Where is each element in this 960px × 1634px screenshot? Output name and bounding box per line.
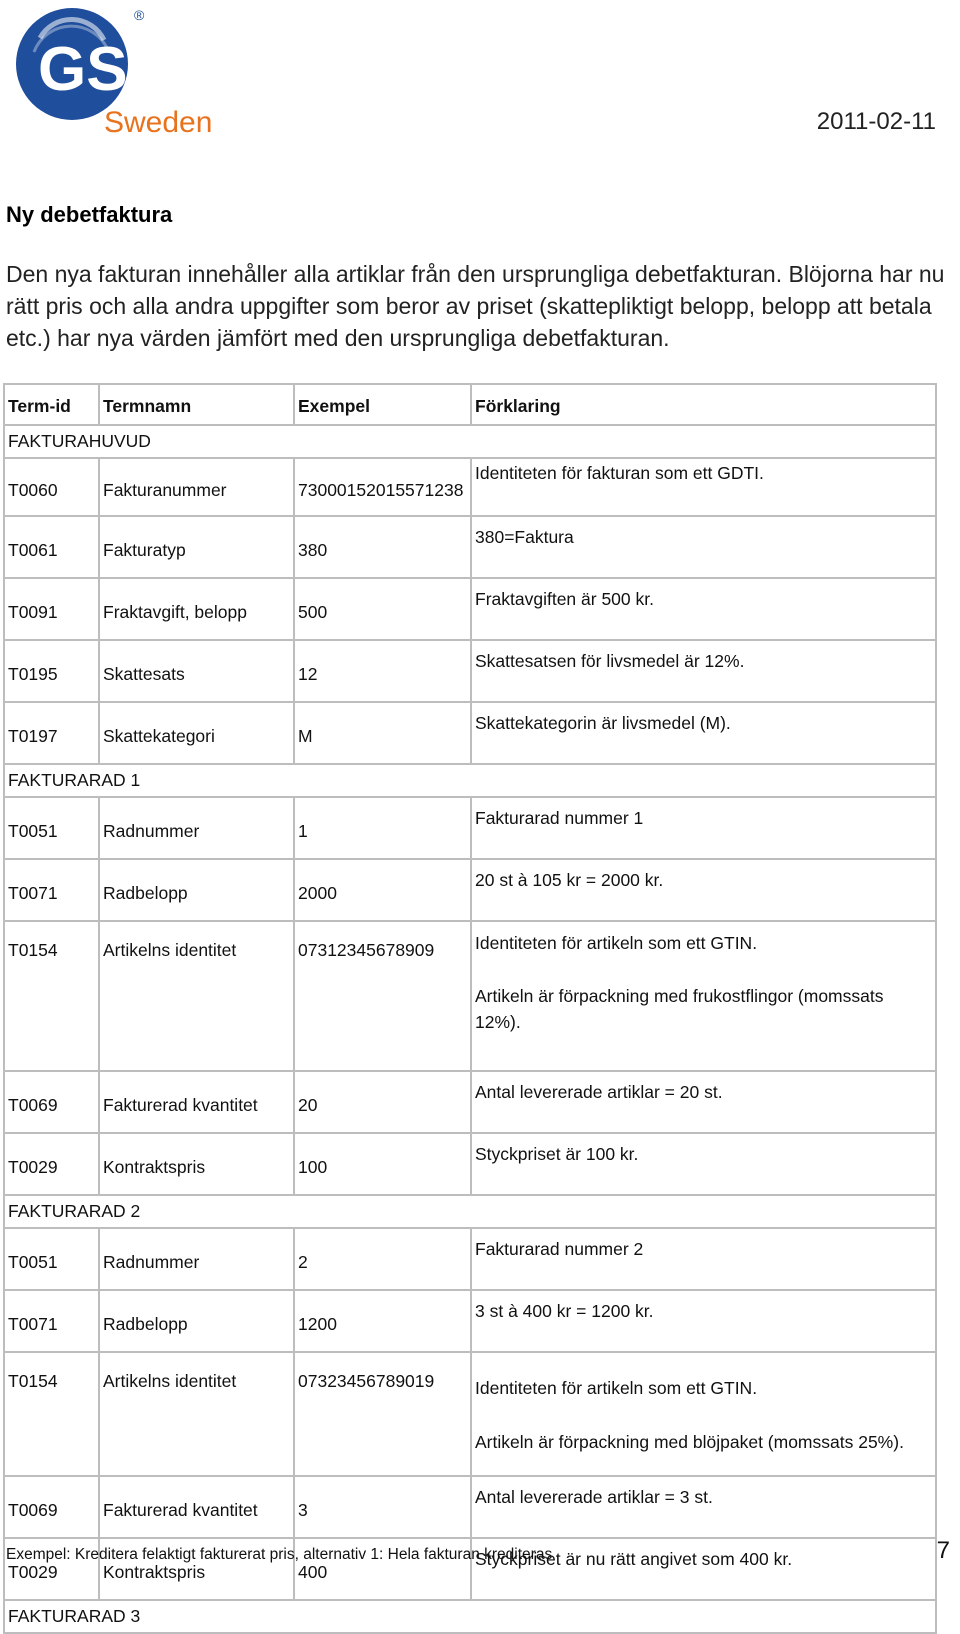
table-row — [4, 640, 936, 702]
cell-explanation — [471, 1352, 936, 1476]
cell-explanation: 20 st à 105 kr = 2000 kr. — [471, 859, 936, 921]
col-header-term-id: Term-id — [4, 384, 99, 425]
cell-example: 07323456789019 — [294, 1352, 471, 1476]
cell-explanation: Fraktavgiften är 500 kr. — [471, 578, 936, 640]
cell-term-name: Artikelns identitet — [99, 1352, 294, 1476]
cell-term-id: T0051 — [4, 1228, 99, 1290]
cell-term-id: T0197 — [4, 702, 99, 764]
section-row-fakturarad-3 — [4, 1600, 936, 1633]
cell-term-id: T0051 — [4, 797, 99, 859]
cell-term-id: T0061 — [4, 516, 99, 578]
section-row-fakturarad-2 — [4, 1195, 936, 1228]
cell-term-id: T0071 — [4, 1290, 99, 1352]
cell-term-id: T0071 — [4, 859, 99, 921]
cell-term-name: Kontraktspris — [99, 1133, 294, 1195]
cell-term-name: Radbelopp — [99, 859, 294, 921]
cell-example: 500 — [294, 578, 471, 640]
table-row — [4, 1228, 936, 1290]
cell-term-name: Fakturatyp — [99, 516, 294, 578]
table-row — [4, 458, 936, 516]
section-row-fakturahuvud — [4, 425, 936, 458]
cell-term-id: T0069 — [4, 1476, 99, 1538]
gs1-logo — [0, 0, 240, 140]
table-row — [4, 797, 936, 859]
cell-example: 07312345678909 — [294, 921, 471, 1071]
cell-explanation: 380=Faktura — [471, 516, 936, 578]
cell-example: 2000 — [294, 859, 471, 921]
cell-explanation: Fakturarad nummer 1 — [471, 797, 936, 859]
cell-example: 3 — [294, 1476, 471, 1538]
cell-term-name: Fakturerad kvantitet — [99, 1071, 294, 1133]
cell-term-id: T0154 — [4, 921, 99, 1071]
cell-term-name: Radnummer — [99, 1228, 294, 1290]
section-label: FAKTURARAD 2 — [4, 1195, 936, 1228]
cell-term-name: Fraktavgift, belopp — [99, 578, 294, 640]
explanation-line-extra: Artikeln är förpackning med blöjpaket (momssats 25%). — [475, 1432, 904, 1452]
table-row — [4, 859, 936, 921]
cell-term-id: T0029 — [4, 1538, 99, 1600]
cell-term-id: T0091 — [4, 578, 99, 640]
terms-table — [3, 383, 937, 1634]
cell-term-name: Radbelopp — [99, 1290, 294, 1352]
logo-sub: Sweden — [104, 106, 213, 139]
intro-paragraph: Den nya fakturan innehåller alla artiklar från den ursprungliga debetfakturan. Blöjorna har nu rätt pris och alla andra uppgifter som beror av priset (skattepliktigt belopp, belopp att betala etc.) har nya värden jämfört med den ursprungliga debetfakturan. — [6, 261, 945, 351]
table-row — [4, 516, 936, 578]
cell-example: 1200 — [294, 1290, 471, 1352]
footer-text: Exempel: Kreditera felaktigt fakturerat pris, alternativ 1: Hela fakturan krediteras — [6, 1546, 553, 1563]
explanation-spacer — [475, 956, 932, 983]
cell-explanation: Antal levererade artiklar = 3 st. — [471, 1476, 936, 1538]
table-row — [4, 1290, 936, 1352]
cell-example: 2 — [294, 1228, 471, 1290]
cell-example: 20 — [294, 1071, 471, 1133]
document-date: 2011-02-11 — [816, 108, 936, 135]
explanation-line-extra: Artikeln är förpackning med frukostflingor (momssats 12%). — [475, 986, 884, 1032]
explanation-line: Identiteten för artikeln som ett GTIN. — [475, 933, 758, 953]
table-row — [4, 1133, 936, 1195]
cell-term-name: Kontraktspris — [99, 1538, 294, 1600]
cell-example: 400 — [294, 1538, 471, 1600]
table-row — [4, 1071, 936, 1133]
cell-explanation: Styckpriset är 100 kr. — [471, 1133, 936, 1195]
cell-explanation: Skattesatsen för livsmedel är 12%. — [471, 640, 936, 702]
table-row — [4, 1352, 936, 1476]
cell-term-name: Fakturerad kvantitet — [99, 1476, 294, 1538]
section-label: FAKTURARAD 3 — [4, 1600, 936, 1633]
logo-registered-mark: ® — [134, 7, 145, 23]
table-row — [4, 702, 936, 764]
page-number: 7 — [936, 1537, 950, 1564]
cell-term-id: T0029 — [4, 1133, 99, 1195]
cell-term-name: Skattekategori — [99, 702, 294, 764]
cell-term-id: T0195 — [4, 640, 99, 702]
cell-term-name: Skattesats — [99, 640, 294, 702]
cell-term-name: Artikelns identitet — [99, 921, 294, 1071]
page-title: Ny debetfaktura — [6, 202, 173, 227]
cell-explanation: Identiteten för fakturan som ett GDTI. — [471, 458, 936, 516]
cell-explanation — [471, 921, 936, 1071]
cell-explanation: Antal levererade artiklar = 20 st. — [471, 1071, 936, 1133]
cell-term-name: Radnummer — [99, 797, 294, 859]
cell-term-id: T0060 — [4, 458, 99, 516]
cell-term-id: T0154 — [4, 1352, 99, 1476]
table-row — [4, 1476, 936, 1538]
cell-example: 12 — [294, 640, 471, 702]
col-header-explanation: Förklaring — [471, 384, 936, 425]
cell-example: 73000152015571238 — [294, 458, 471, 516]
logo-text: GS1 — [38, 35, 163, 104]
cell-example: 380 — [294, 516, 471, 578]
table-header-row — [4, 384, 936, 425]
explanation-line: Identiteten för artikeln som ett GTIN. — [475, 1378, 758, 1398]
section-label: FAKTURARAD 1 — [4, 764, 936, 797]
cell-example: 1 — [294, 797, 471, 859]
cell-example: M — [294, 702, 471, 764]
cell-explanation: Styckpriset är nu rätt angivet som 400 kr. — [471, 1538, 936, 1600]
cell-example: 100 — [294, 1133, 471, 1195]
cell-explanation: Fakturarad nummer 2 — [471, 1228, 936, 1290]
cell-explanation: 3 st à 400 kr = 1200 kr. — [471, 1290, 936, 1352]
cell-explanation: Skattekategorin är livsmedel (M). — [471, 702, 936, 764]
gs1-logo-mark — [0, 0, 240, 140]
cell-term-name: Fakturanummer — [99, 458, 294, 516]
col-header-example: Exempel — [294, 384, 471, 425]
table-row — [4, 921, 936, 1071]
section-row-fakturarad-1 — [4, 764, 936, 797]
table-row — [4, 578, 936, 640]
col-header-term-name: Termnamn — [99, 384, 294, 425]
section-label: FAKTURAHUVUD — [4, 425, 936, 458]
cell-term-id: T0069 — [4, 1071, 99, 1133]
